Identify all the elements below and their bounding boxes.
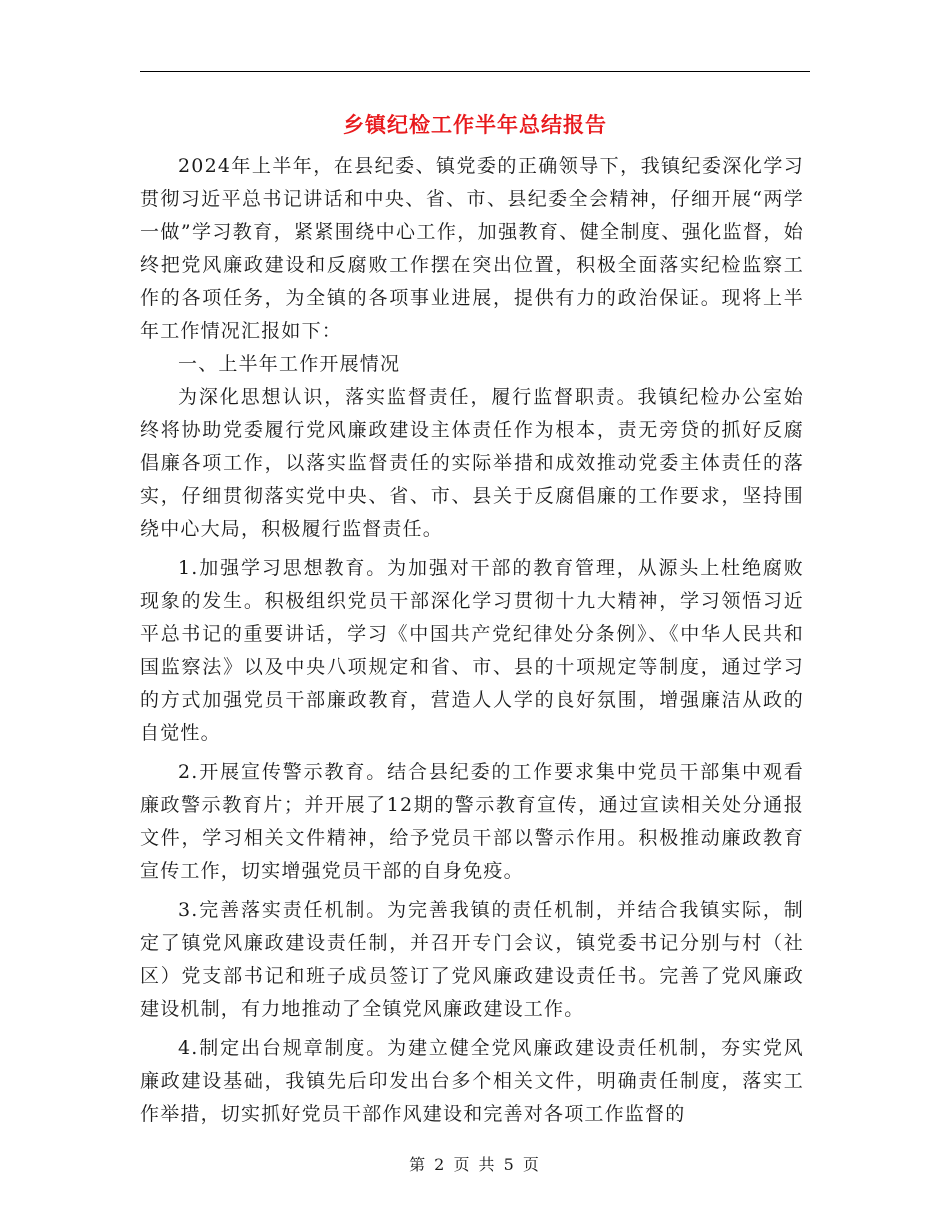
paragraph-intro: 2024年上半年，在县纪委、镇党委的正确领导下，我镇纪委深化学习贯彻习近平总书记讲话和中央、省、市、县纪委全会精神，仔细开展“两学一做”学习教育，紧紧围绕中心工作，加强教育、健全制度、强化监督，始终把党风廉政建设和反腐败工作摆在突出位置，积极全面落实纪检监察工作的各项任务，为全镇的各项事业进展，提供有力的政治保证。现将上半年工作情况汇报如下： bbox=[140, 155, 804, 342]
paragraph-overview: 为深化思想认识，落实监督责任，履行监督职责。我镇纪检办公室始终将协助党委履行党风廉政建设主体责任作为根本，责无旁贷的抓好反腐倡廉各项工作，以落实监督责任的实际举措和成效推动党委主体责任的落实，仔细贯彻落实党中央、省、市、县关于反腐倡廉的工作要求，坚持围绕中心大局，积极履行监督责任。 bbox=[140, 386, 804, 540]
header-rule bbox=[140, 71, 810, 72]
section-heading: 一、上半年工作开展情况 bbox=[178, 353, 401, 375]
paragraph-item-4: 4.制定出台规章制度。为建立健全党风廉政建设责任机制，夯实党风廉政建设基础，我镇先后印发出台多个相关文件，明确责任制度，落实工作举措，切实抓好党员干部作风建设和完善对各项工作监督的 bbox=[140, 1037, 804, 1125]
document-body bbox=[140, 150, 804, 1131]
paragraph-item-1: 1.加强学习思想教育。为加强对干部的教育管理，从源头上杜绝腐败现象的发生。积极组织党员干部深化学习贯彻十九大精神，学习领悟习近平总书记的重要讲话，学习《中国共产党纪律处分条例》、《中华人民共和国监察法》以及中央八项规定和省、市、县的十项规定等制度，通过学习的方式加强党员干部廉政教育，营造人人学的良好氛围，增强廉洁从政的自觉性。 bbox=[140, 557, 804, 744]
page-number-footer: 第 2 页 共 5 页 bbox=[409, 1155, 541, 1174]
document-title: 乡镇纪检工作半年总结报告 bbox=[343, 112, 607, 137]
paragraph-item-2: 2.开展宣传警示教育。结合县纪委的工作要求集中党员干部集中观看廉政警示教育片；并开展了12期的警示教育宣传，通过宣读相关处分通报文件，学习相关文件精神，给予党员干部以警示作用。积极推动廉政教育宣传工作，切实增强党员干部的自身免疫。 bbox=[140, 761, 804, 882]
paragraph-item-3: 3.完善落实责任机制。为完善我镇的责任机制，并结合我镇实际，制定了镇党风廉政建设责任制，并召开专门会议，镇党委书记分别与村（社区）党支部书记和班子成员签订了党风廉政建设责任书。完善了党风廉政建设机制，有力地推动了全镇党风廉政建设工作。 bbox=[140, 899, 804, 1020]
